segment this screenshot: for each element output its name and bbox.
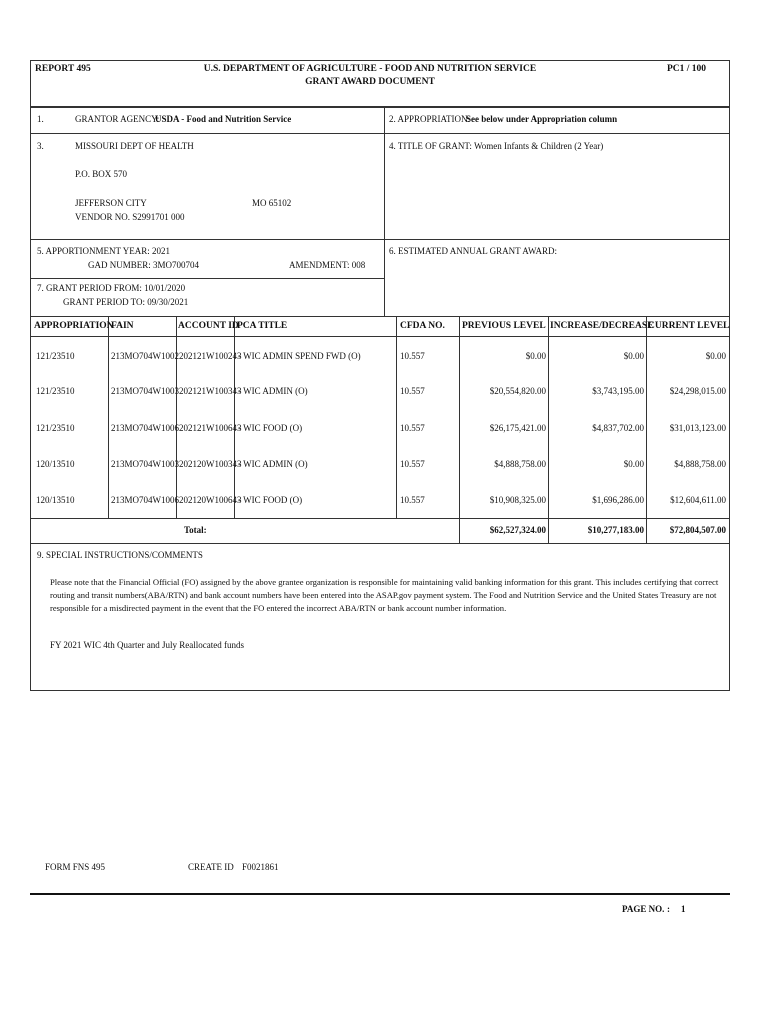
totals-top-line: [30, 518, 730, 519]
col-div-7: [646, 316, 647, 543]
appropriation-value: See below under Appropriation column: [466, 114, 618, 124]
row-appropriation: 121/23510: [36, 351, 75, 361]
grantor-label: GRANTOR AGENCY:: [75, 114, 160, 124]
row-increase-decrease: $0.00: [623, 351, 644, 361]
row-previous-level: $10,908,325.00: [489, 495, 546, 505]
row-increase-decrease: $1,696,286.00: [592, 495, 644, 505]
row-current-level: $31,013,123.00: [669, 423, 726, 433]
row-previous-level: $26,175,421.00: [489, 423, 546, 433]
footer-rule: [30, 893, 730, 895]
row-account-id: 202120W100643: [179, 495, 242, 505]
total-label: Total:: [184, 525, 207, 535]
grantee-name: MISSOURI DEPT OF HEALTH: [75, 141, 194, 151]
col-header-previous-level: PREVIOUS LEVEL: [462, 321, 546, 331]
row-cfda: 10.557: [400, 386, 425, 396]
col-div-3: [234, 316, 235, 518]
grantor-number: 1.: [37, 114, 44, 124]
page-number-label: PAGE NO.: [622, 904, 665, 914]
special-instructions-note: Please note that the Financial Official (FO) assigned by the above grantee organization is responsible for maintaining valid banking information for this grant. This includes certifying that correct routing and transit numbers(ABA/RTN) and bank account numbers have been entered into the ASAP.gov payment system. The Food and Nutrition Service and the United States Treasury are not responsible for a misdirected payment in the event that the FO entered the incorrect ABA/RTN or bank account number information.: [50, 577, 719, 613]
totals-bottom-line: [30, 543, 730, 544]
grantee-city: JEFFERSON CITY: [75, 198, 147, 208]
grantee-number: 3.: [37, 141, 44, 151]
col-header-account-id: ACCOUNT ID: [178, 321, 239, 331]
col-header-increase-decrease: INCREASE/DECREASE: [550, 321, 654, 331]
department-name: U.S. DEPARTMENT OF AGRICULTURE - FOOD AND NUTRITION SERVICE: [203, 64, 537, 74]
total-previous-level: $62,527,324.00: [489, 525, 546, 535]
divider-row1: [30, 133, 730, 134]
row-pca-title: - WIC FOOD (O): [238, 423, 303, 433]
title-of-grant: 4. TITLE OF GRANT: Women Infants & Children (2 Year): [389, 141, 604, 151]
grant-period-from: 7. GRANT PERIOD FROM: 10/01/2020: [37, 283, 186, 293]
col-div-5: [459, 316, 460, 543]
fy-note: FY 2021 WIC 4th Quarter and July Reallocated funds: [50, 640, 244, 650]
col-div-1: [108, 316, 109, 518]
row-appropriation: 120/13510: [36, 459, 75, 469]
row-current-level: $0.00: [705, 351, 726, 361]
row-fain: 213MO704W1006: [111, 495, 179, 505]
row-appropriation: 121/23510: [36, 386, 75, 396]
create-id-label: CREATE ID: [188, 862, 234, 872]
grant-period-to: GRANT PERIOD TO: 09/30/2021: [63, 297, 189, 307]
row-increase-decrease: $0.00: [623, 459, 644, 469]
section-divider-vertical: [384, 107, 385, 316]
grantor-value: USDA - Food and Nutrition Service: [155, 114, 292, 124]
divider-table-header: [30, 316, 730, 317]
appropriation-label: 2. APPROPRIATION:: [389, 114, 471, 124]
create-id-value: F0021861: [242, 862, 279, 872]
row-cfda: 10.557: [400, 495, 425, 505]
row-previous-level: $4,888,758.00: [494, 459, 546, 469]
col-header-appropriation: APPROPRIATION: [34, 321, 114, 331]
row-fain: 213MO704W1006: [111, 423, 179, 433]
header-underline: [30, 336, 730, 337]
col-div-2: [176, 316, 177, 518]
form-number: FORM FNS 495: [45, 862, 106, 872]
col-header-cfda: CFDA NO.: [400, 321, 445, 331]
page-number-separator: :: [667, 904, 670, 914]
row-previous-level: $0.00: [525, 351, 546, 361]
special-instructions-label: 9. SPECIAL INSTRUCTIONS/COMMENTS: [37, 550, 203, 560]
row-fain: 213MO704W1003: [111, 459, 179, 469]
col-header-pca-title: PCA TITLE: [237, 321, 288, 331]
row-cfda: 10.557: [400, 459, 425, 469]
document-title: GRANT AWARD DOCUMENT: [305, 77, 435, 87]
gad-number: GAD NUMBER: 3MO700704: [88, 260, 200, 270]
row-pca-title: - WIC ADMIN (O): [238, 459, 308, 469]
grantee-address: P.O. BOX 570: [75, 169, 128, 179]
col-header-current-level: CURRENT LEVEL: [648, 321, 730, 331]
row-account-id: 202120W100343: [179, 459, 242, 469]
col-div-4: [396, 316, 397, 518]
grantee-state-zip: MO 65102: [252, 198, 292, 208]
row-pca-title: - WIC FOOD (O): [238, 495, 303, 505]
total-increase-decrease: $10,277,183.00: [587, 525, 644, 535]
row-appropriation: 121/23510: [36, 423, 75, 433]
pc-code: PC1 / 100: [667, 64, 707, 74]
row-pca-title: - WIC ADMIN SPEND FWD (O): [238, 351, 361, 361]
row-current-level: $24,298,015.00: [669, 386, 726, 396]
col-header-fain: FAIN: [111, 321, 134, 331]
row-cfda: 10.557: [400, 423, 425, 433]
row-account-id: 202121W100243: [179, 351, 242, 361]
row-account-id: 202121W100643: [179, 423, 242, 433]
report-number: REPORT 495: [35, 64, 91, 74]
vendor-number: VENDOR NO. S2991701 000: [75, 212, 185, 222]
row-pca-title: - WIC ADMIN (O): [238, 386, 308, 396]
row-current-level: $12,604,611.00: [670, 495, 726, 505]
apportionment-year: 5. APPORTIONMENT YEAR: 2021: [37, 246, 170, 256]
row-account-id: 202121W100343: [179, 386, 242, 396]
row-increase-decrease: $4,837,702.00: [592, 423, 644, 433]
divider-row5: [30, 278, 385, 279]
estimated-annual-award: 6. ESTIMATED ANNUAL GRANT AWARD:: [389, 246, 558, 256]
row-current-level: $4,888,758.00: [674, 459, 726, 469]
total-current-level: $72,804,507.00: [669, 525, 726, 535]
divider-row3: [30, 239, 730, 240]
row-fain: 213MO704W1003: [111, 386, 179, 396]
page-number: 1: [681, 904, 686, 914]
row-appropriation: 120/13510: [36, 495, 75, 505]
row-cfda: 10.557: [400, 351, 425, 361]
col-div-6: [548, 316, 549, 543]
row-increase-decrease: $3,743,195.00: [592, 386, 644, 396]
row-previous-level: $20,554,820.00: [489, 386, 546, 396]
amendment: AMENDMENT: 008: [289, 260, 366, 270]
row-fain: 213MO704W1002: [111, 351, 179, 361]
